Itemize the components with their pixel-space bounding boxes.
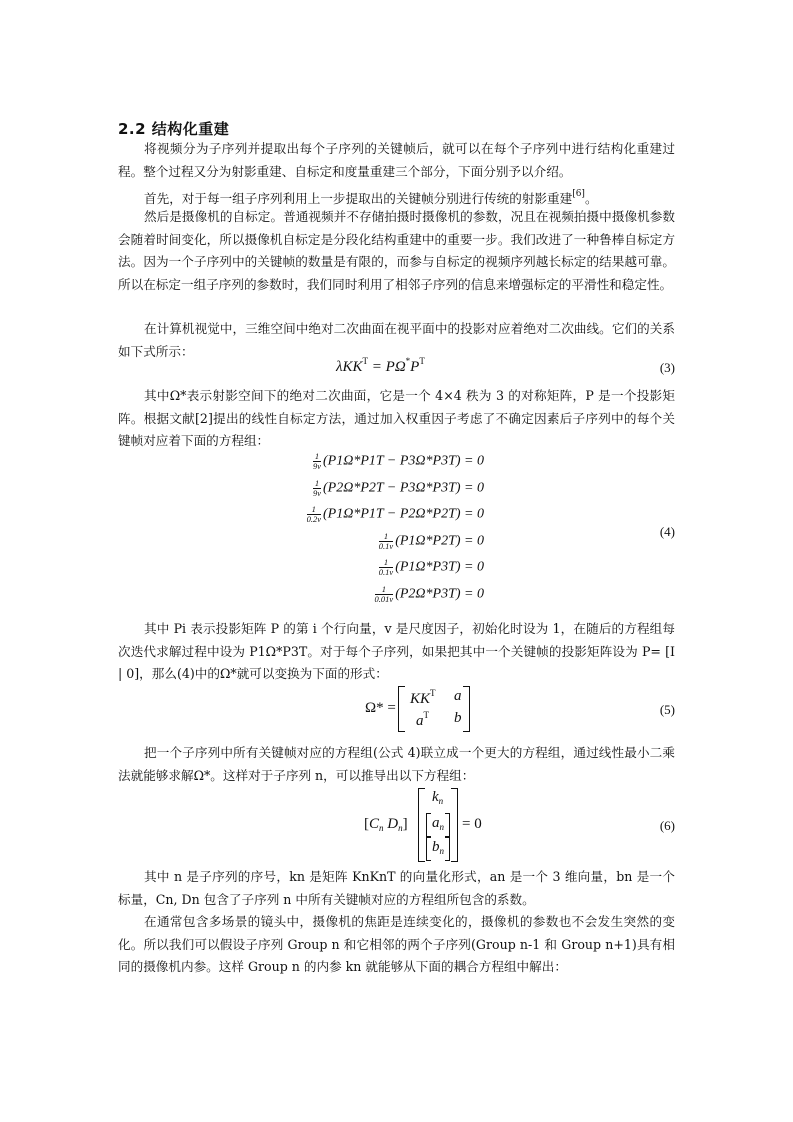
equation-4-row-body: (P1Ω*P1T − P3Ω*P3T) = 0 (323, 453, 484, 469)
equation-6-number: (6) (659, 818, 675, 833)
paragraph-autocalibration: 然后是摄像机的自标定。普通视频并不存储拍摄时摄像机的参数，况且在视频拍摄中摄像机参数会随着时间变化，所以摄像机自标定是分段化结构重建中的重要一步。我们改进了一种鲁棒自标定方法。因为一个子序列中的关键帧的数量是有限的，而参与自标定的视频序列越长标定的结果越可靠。所以在标定一组子序列的参数时，我们同时利用了相邻子序列的信息来增强标定的平滑性和稳定性。 (118, 209, 675, 292)
matrix-cell-b: b (454, 710, 462, 726)
equation-4-row (313, 452, 484, 471)
equation-4-row (375, 585, 484, 604)
paragraph-index: 其中 n 是子序列的序号，kn 是矩阵 KnKnT 的向量化形式，an 是一个 3 维向量，bn 是一个标量，Cn, Dn 包含了子序列 n 中所有关键帧对应的方程组所包含的系数。 (118, 869, 675, 907)
equation-6-vector (418, 788, 458, 862)
weight-fraction: $\frac{1}{0.01v}$ (374, 583, 394, 604)
equation-4-number: (4) (659, 524, 675, 539)
paragraph-least-squares: 把一个子序列中所有关键帧对应的方程组(公式 4)联立成一个更大的方程组，通过线性最小二乘法就能够求解Ω*。这样对于子序列 n，可以推导出以下方程组： (118, 745, 675, 783)
paragraph-focal: 在通常包含多场景的镜头中，摄像机的焦距是连续变化的，摄像机的参数也不会发生突然的变化。所以我们可以假设子序列 Group n 和它相邻的两个子序列(Group n-1 和 Group n+1)具有相同的摄像机内参。这样 Group n 的内参 kn 就能够从下面的耦合方程组中解出： (118, 914, 675, 974)
weight-fraction: $\frac{1}{9v}$ (312, 477, 321, 498)
equation-5-number: (5) (659, 702, 675, 717)
equation-3 (118, 356, 675, 380)
vector-a: $a_n$ (432, 815, 444, 832)
equation-6-lhs: [$C_n$ $D_n$] (364, 816, 408, 833)
vector-b: $b_n$ (432, 839, 444, 856)
equation-3-body: $\lambda KK^T = P\Omega^*P^T$ (336, 356, 425, 375)
equation-4-row-body: (P1Ω*P1T − P2Ω*P2T) = 0 (323, 506, 484, 522)
equation-4-row (379, 558, 484, 577)
weight-fraction: $\frac{1}{9v}$ (312, 451, 321, 471)
equation-3-number: (3) (659, 360, 675, 375)
equation-4-row-body: (P1Ω*P2T) = 0 (395, 533, 484, 549)
equation-6 (118, 788, 675, 864)
matrix-cell-at: $a^T$ (416, 710, 429, 729)
equation-6-rhs: = 0 (462, 816, 482, 832)
citation-ref: [6] (572, 189, 585, 199)
equation-5-lhs: Ω* = (365, 700, 396, 716)
paragraph-omega: 其中Ω*表示射影空间下的绝对二次曲面，它是一个 4×4 秩为 3 的对称矩阵，P 是一个投影矩阵。根据文献[2]提出的线性自标定方法，通过加入权重因子考虑了不确定因素后子序列中的每个关键帧对应着下面的方程组： (118, 388, 675, 448)
weight-fraction: $\frac{1}{0.1v}$ (378, 530, 394, 551)
equation-4-row (307, 505, 484, 524)
equation-4-row-body: (P1Ω*P3T) = 0 (395, 559, 484, 575)
paragraph-absolute-conic: 在计算机视觉中，三维空间中绝对二次曲面在视平面中的投影对应着绝对二次曲线。它们的关系如下式所示： (118, 321, 675, 359)
vector-inner-a (426, 813, 450, 837)
vector-inner-b (426, 837, 450, 861)
matrix-cell-kkt: $KK^T$ (410, 688, 436, 707)
section-heading: 2.2 结构化重建 (118, 120, 230, 138)
equation-4-row-body: (P2Ω*P2T − P3Ω*P3T) = 0 (323, 480, 484, 496)
equation-4-row-body: (P2Ω*P3T) = 0 (395, 586, 484, 602)
matrix-cell-a: a (454, 688, 462, 704)
vector-k: $k_n$ (432, 789, 444, 806)
paragraph-projective-text: 首先，对于每一组子序列利用上一步提取出的关键帧分别进行传统的射影重建[6]。 (144, 189, 598, 206)
weight-fraction: $\frac{1}{0.1v}$ (378, 557, 394, 577)
equation-4-row (379, 532, 484, 551)
weight-fraction: $\frac{1}{0.2v}$ (306, 504, 321, 524)
equation-5 (118, 686, 675, 736)
paragraph-intro: 将视频分为子序列并提取出每个子序列的关键帧后，就可以在每个子序列中进行结构化重建过程。整个过程又分为射影重建、自标定和度量重建三个部分，下面分别予以介绍。 (118, 141, 675, 179)
paragraph-row-vector: 其中 Pi 表示投影矩阵 P 的第 i 个行向量，v 是尺度因子，初始化时设为 1，在随后的方程组每次迭代求解过程中设为 P1Ω*P3T。对于每个子序列，如果把其中一个关键帧的投影矩阵设为 P= [I | 0]，那么(4)中的Ω*就可以变换为下面的形式： (118, 621, 675, 681)
equation-4 (118, 452, 675, 612)
equation-5-matrix (398, 686, 470, 732)
equation-4-row (313, 479, 484, 498)
